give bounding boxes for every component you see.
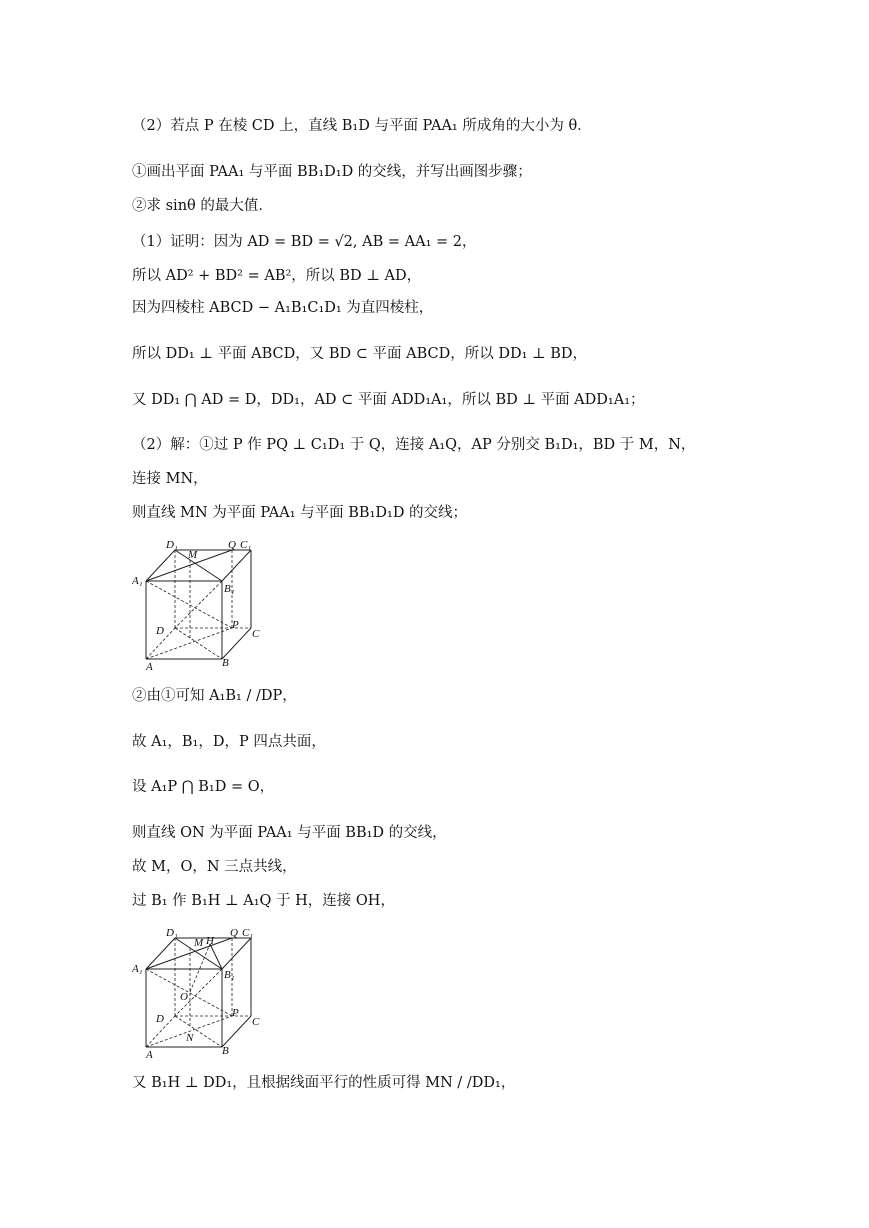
label-o: O (180, 991, 188, 1003)
solution-line-4: 所以 DD₁ ⊥ 平面 ABCD，又 BD ⊂ 平面 ABCD，所以 DD₁ ⊥ BD， (132, 346, 588, 362)
label-m: M (188, 549, 198, 561)
label-a: A (146, 661, 153, 673)
label-h: H (206, 935, 214, 947)
solution-line-3: 因为四棱柱 ABCD − A₁B₁C₁D₁ 为直四棱柱， (132, 300, 434, 316)
solution-line-6: （2）解：①过 P 作 PQ ⊥ C₁D₁ 于 Q，连接 A₁Q，AP 分别交 B₁D₁，BD 于 M，N， (132, 437, 696, 453)
label-q: Q (228, 539, 236, 551)
question-part-2-1: ①画出平面 PAA₁ 与平面 BB₁D₁D 的交线，并写出画图步骤； (132, 164, 532, 180)
label-p: P (232, 1007, 239, 1019)
label-b: B (222, 1045, 229, 1057)
label-m: M (194, 937, 204, 949)
solution-line-8: 则直线 MN 为平面 PAA₁ 与平面 BB₁D₁D 的交线； (132, 505, 468, 521)
label-c: C (252, 1016, 260, 1028)
label-c1: C₁ (240, 539, 252, 551)
label-b: B (222, 657, 229, 669)
label-d1: D₁ (166, 927, 178, 939)
label-d: D (156, 625, 164, 637)
label-b1: B₁ (224, 969, 235, 981)
solution-line-7: 连接 MN， (132, 471, 208, 487)
solution-line-15: 又 B₁H ⊥ DD₁，且根据线面平行的性质可得 MN / /DD₁， (132, 1075, 516, 1091)
question-part-2: （2）若点 P 在棱 CD 上，直线 B₁D 与平面 PAA₁ 所成角的大小为 θ． (132, 118, 592, 134)
solution-line-5: 又 DD₁ ⋂ AD = D，DD₁，AD ⊂ 平面 ADD₁A₁，所以 BD ⊥ 平面 ADD₁A₁； (132, 392, 645, 408)
label-b1: B₁ (224, 583, 235, 595)
label-d: D (156, 1013, 164, 1025)
label-c1: C₁ (242, 927, 254, 939)
prism-figure-1 (132, 536, 272, 678)
label-n: N (186, 1032, 194, 1044)
solution-line-13: 故 M，O，N 三点共线， (132, 859, 297, 875)
label-c: C (252, 628, 260, 640)
question-part-2-2: ②求 sinθ 的最大值． (132, 198, 273, 214)
solution-line-2: 所以 AD² + BD² = AB²，所以 BD ⊥ AD， (132, 268, 422, 284)
solution-line-12: 则直线 ON 为平面 PAA₁ 与平面 BB₁D 的交线， (132, 825, 447, 841)
solution-line-9: ②由①可知 A₁B₁ / /DP， (132, 688, 297, 704)
label-a: A (146, 1049, 153, 1061)
label-p: P (232, 619, 239, 631)
label-a1: A₁ (132, 963, 143, 975)
solution-line-1: （1）证明：因为 AD = BD = √2, AB = AA₁ = 2， (132, 234, 477, 250)
solution-line-10: 故 A₁，B₁，D，P 四点共面， (132, 734, 326, 750)
prism-figure-2 (132, 924, 272, 1066)
solution-line-14: 过 B₁ 作 B₁H ⊥ A₁Q 于 H，连接 OH， (132, 893, 395, 909)
label-a1: A₁ (132, 575, 143, 587)
label-d1: D₁ (166, 539, 178, 551)
label-q: Q (230, 927, 238, 939)
solution-line-11: 设 A₁P ⋂ B₁D = O， (132, 779, 275, 795)
